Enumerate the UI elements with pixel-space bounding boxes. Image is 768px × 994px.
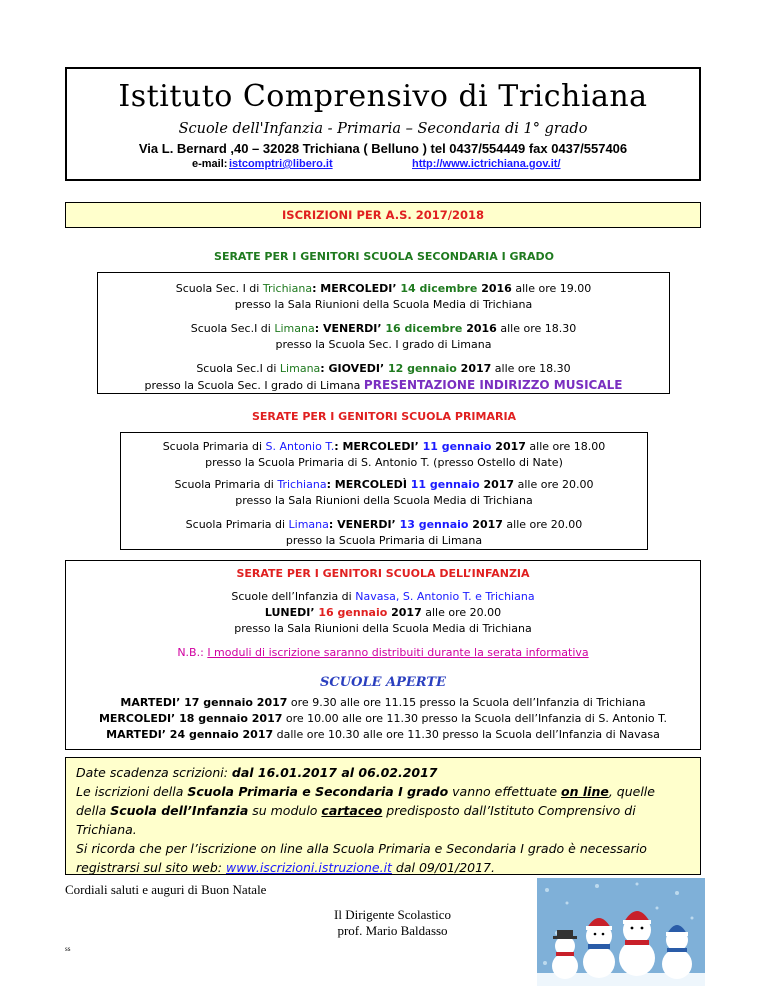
- open-school-row: MARTEDI’ 24 gennaio 2017 dalle ore 10.30 alle ore 11.30 presso la Scuola dell’Infanzia di Navasa: [106, 728, 660, 741]
- email-link[interactable]: istcomptri@libero.it: [229, 158, 333, 170]
- primary-events-box: [120, 432, 648, 550]
- website-link[interactable]: http://www.ictrichiana.gov.it/: [412, 158, 561, 170]
- banner-title: ISCRIZIONI PER A.S. 2017/2018: [282, 208, 484, 222]
- open-school-row: MARTEDI’ 17 gennaio 2017 ore 9.30 alle ore 11.15 presso la Scuola dell’Infanzia di Trichiana: [120, 696, 646, 709]
- nb-note: N.B.: I moduli di iscrizione saranno distribuiti durante la serata informativa: [177, 646, 589, 659]
- school-address: Via L. Bernard ,40 – 32028 Trichiana ( Belluno ) tel 0437/554449 fax 0437/557406: [138, 141, 628, 156]
- secondary-heading: SERATE PER I GENITORI SCUOLA SECONDARIA I GRADO: [214, 250, 554, 263]
- kindergarten-heading: SERATE PER I GENITORI SCUOLA DELL’INFANZIA: [236, 567, 530, 580]
- event-item: Scuola Primaria di S. Antonio T.: MERCOLEDI’ 11 gennaio 2017 alle ore 18.00 presso la Scuola Primaria di S. Antonio T. (presso Ostello di Nate): [162, 440, 606, 469]
- kindergarten-box: [65, 560, 701, 750]
- primary-heading: SERATE PER I GENITORI SCUOLA PRIMARIA: [251, 410, 517, 423]
- event-item: Scuola Sec.I di Limana: GIOVEDI’ 12 gennaio 2017 alle ore 18.30 presso la Scuola Sec. I grado di Limana PRESENTAZIONE INDIRIZZO MUSICALE: [144, 362, 623, 392]
- open-schools-heading: SCUOLE APERTE: [320, 675, 446, 690]
- closing-greeting: Cordiali saluti e auguri di Buon Natale: [65, 882, 267, 897]
- signature-name: prof. Mario Baldasso: [337, 923, 448, 938]
- event-item: Scuola Sec. I di Trichiana: MERCOLEDI’ 14 dicembre 2016 alle ore 19.00 presso la Sala Riunioni della Scuola Media di Trichiana: [175, 282, 592, 311]
- signature-role: Il Dirigente Scolastico: [334, 907, 451, 922]
- event-item: Scuola Sec.I di Limana: VENERDI’ 16 dicembre 2016 alle ore 18.30 presso la Scuola Sec. I grado di Limana: [190, 322, 577, 351]
- secondary-events-box: [97, 272, 670, 394]
- initials: ss: [65, 945, 71, 953]
- letterhead: [65, 67, 701, 181]
- enrollment-banner: [65, 202, 701, 228]
- snowmen-illustration: [537, 878, 705, 986]
- email-label: e-mail:: [192, 158, 228, 170]
- open-schools-list: [66, 695, 700, 743]
- school-name: Istituto Comprensivo di Trichiana: [118, 79, 648, 114]
- event-item: Scuola Primaria di Trichiana: MERCOLEDÌ 11 gennaio 2017 alle ore 20.00 presso la Sala Riunioni della Scuola Media di Trichiana: [174, 478, 594, 507]
- school-subtitle: Scuole dell'Infanzia - Primaria – Secondaria di 1° grado: [178, 121, 588, 137]
- event-item: Scuola Primaria di Limana: VENERDI’ 13 gennaio 2017 alle ore 20.00 presso la Scuola Primaria di Limana: [185, 518, 583, 547]
- open-school-row: MERCOLEDI’ 18 gennaio 2017 ore 10.00 alle ore 11.30 presso la Scuola dell’Infanzia di S. Antonio T.: [98, 712, 668, 725]
- deadline-note: Date scadenza scrizioni: dal 16.01.2017 al 06.02.2017 Le iscrizioni della Scuola Primaria e Secondaria I grado vanno effettuate on line, quelle della Scuola dell’Infanzia su modulo cartaceo predisposto dall’Istituto Comprensivo di Trichiana. Si ricorda che per l’iscrizione on line alla Scuola Primaria e Secondaria I grado è necessario registrarsi sul sito web: www.iscrizioni.istruzione.it dal 09/01/2017.: [65, 757, 701, 875]
- registration-link[interactable]: www.iscrizioni.istruzione.it: [225, 860, 392, 875]
- kindergarten-event: Scuole dell’Infanzia di Navasa, S. Antonio T. e Trichiana LUNEDI’ 16 gennaio 2017 alle ore 20.00 presso la Sala Riunioni della Scuola Media di Trichiana: [231, 590, 535, 635]
